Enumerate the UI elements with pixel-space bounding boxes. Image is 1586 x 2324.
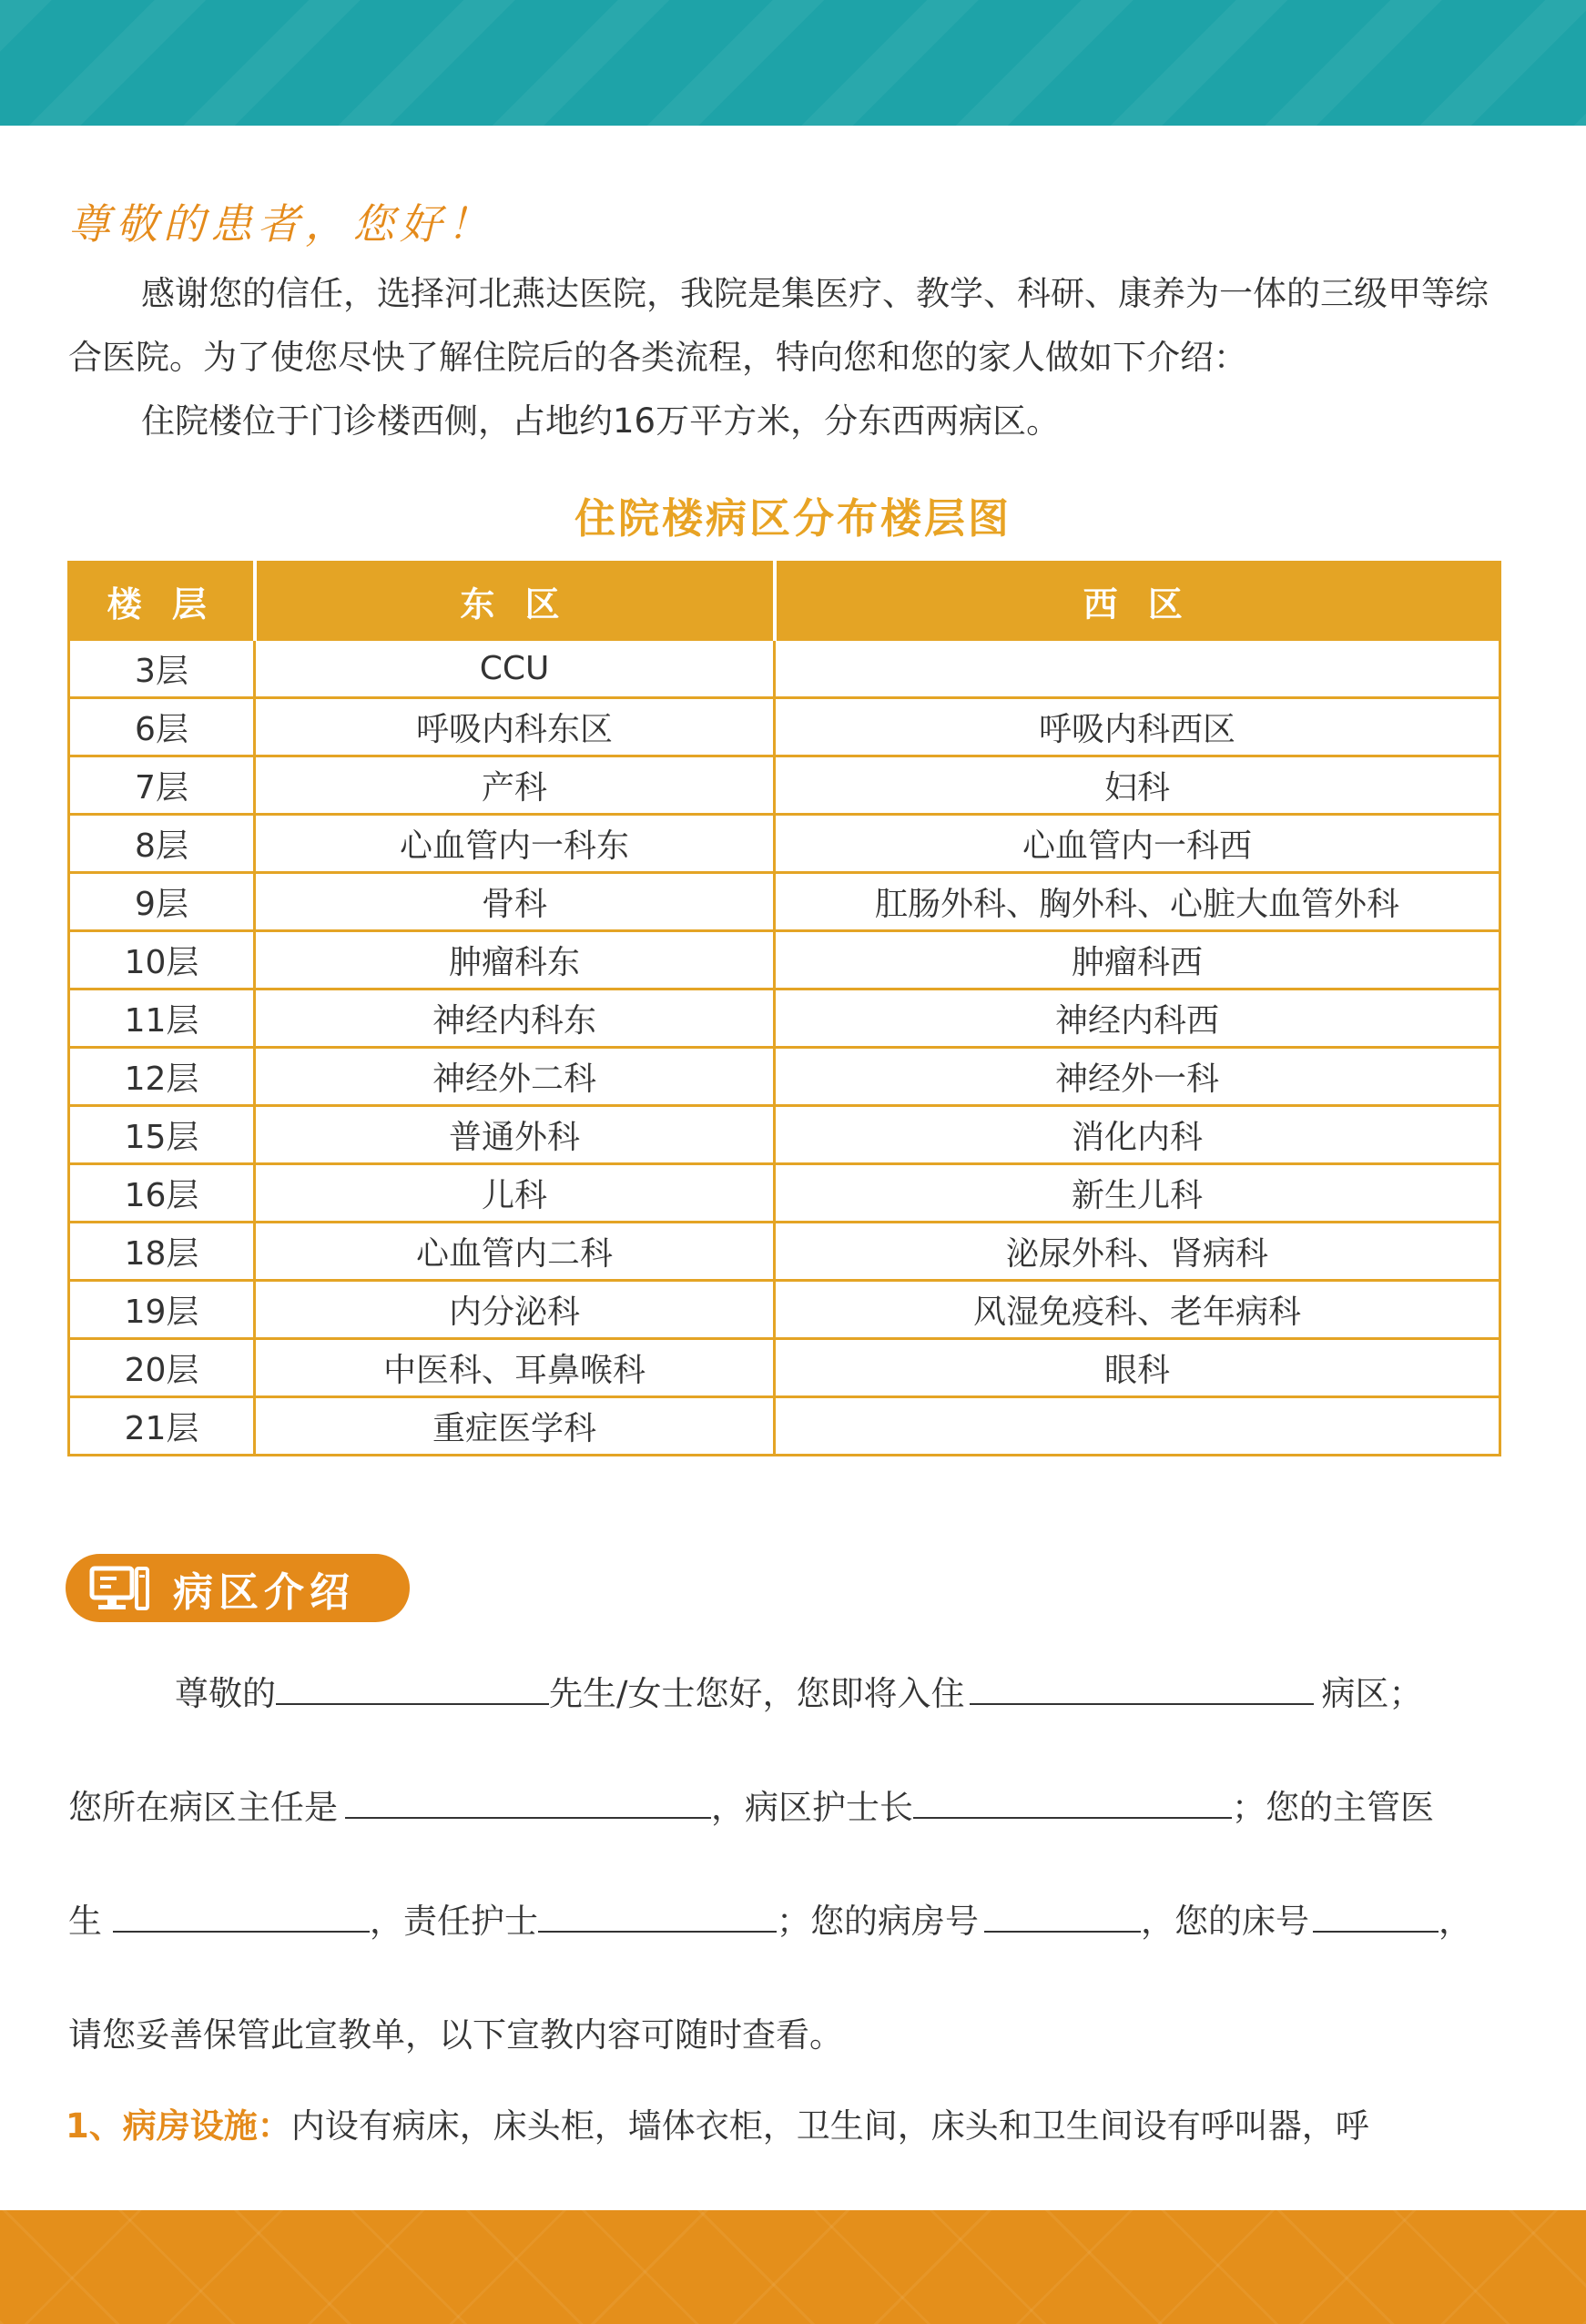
floor-cell: 10层 <box>69 931 255 989</box>
ward-name-blank[interactable] <box>970 1669 1314 1705</box>
east-ward-cell: 神经内科东 <box>255 989 775 1048</box>
form-line3-d: ，您的床号 <box>1141 1902 1309 1941</box>
east-ward-cell: 呼吸内科东区 <box>255 698 775 756</box>
table-row <box>69 1339 1500 1397</box>
form-line-4: 请您妥善保管此宣教单，以下宣教内容可随时查看。 <box>68 2015 843 2055</box>
east-ward-cell: 重症医学科 <box>255 1397 775 1456</box>
form-line-1 <box>68 1666 1507 1715</box>
form-line1-a: 尊敬的 <box>175 1674 276 1713</box>
intro-paragraph-2: 住院楼位于门诊楼西侧，占地约16万平方米，分东西两病区。 <box>141 401 1061 441</box>
east-ward-cell: 肿瘤科东 <box>255 931 775 989</box>
table-row <box>69 931 1500 989</box>
form-line3-c: ；您的病房号 <box>777 1902 979 1941</box>
table-row <box>69 1281 1500 1339</box>
table-header-row <box>69 563 1500 640</box>
floor-cell: 19层 <box>69 1281 255 1339</box>
west-ward-cell <box>775 1397 1500 1456</box>
header-floor: 楼 层 <box>69 563 255 640</box>
floor-cell: 11层 <box>69 989 255 1048</box>
west-ward-cell: 神经内科西 <box>775 989 1500 1048</box>
item1-heading: 1、病房设施： <box>66 2106 291 2146</box>
west-ward-cell <box>775 640 1500 698</box>
header-east: 东 区 <box>255 563 775 640</box>
east-ward-cell: 心血管内二科 <box>255 1223 775 1281</box>
west-ward-cell: 肛肠外科、胸外科、心脏大血管外科 <box>775 873 1500 931</box>
top-header-band <box>0 0 1586 126</box>
table-row <box>69 756 1500 815</box>
head-nurse-blank[interactable] <box>913 1782 1232 1819</box>
west-ward-cell: 妇科 <box>775 756 1500 815</box>
table-row <box>69 1164 1500 1223</box>
intro-paragraph-1: 感谢您的信任，选择河北燕达医院，我院是集医疗、教学、科研、康养为一体的三级甲等综合医院。为了使您尽快了解住院后的各类流程，特向您和您的家人做如下介绍： <box>68 274 1489 377</box>
table-row <box>69 873 1500 931</box>
primary-nurse-blank[interactable] <box>538 1896 777 1933</box>
table-row <box>69 698 1500 756</box>
east-ward-cell: 普通外科 <box>255 1106 775 1164</box>
floor-cell: 20层 <box>69 1339 255 1397</box>
floor-cell: 3层 <box>69 640 255 698</box>
item1-text: 内设有病床，床头柜，墙体衣柜，卫生间，床头和卫生间设有呼叫器，呼 <box>290 2106 1369 2146</box>
computer-monitor-icon <box>89 1566 149 1611</box>
west-ward-cell: 风湿免疫科、老年病科 <box>775 1281 1500 1339</box>
west-ward-cell: 消化内科 <box>775 1106 1500 1164</box>
form-line1-b: 先生/女士您好，您即将入住 <box>549 1674 965 1713</box>
west-ward-cell: 心血管内一科西 <box>775 815 1500 873</box>
floor-cell: 15层 <box>69 1106 255 1164</box>
floor-cell: 21层 <box>69 1397 255 1456</box>
floor-cell: 8层 <box>69 815 255 873</box>
bottom-footer-band <box>0 2210 1586 2324</box>
floor-cell: 18层 <box>69 1223 255 1281</box>
east-ward-cell: CCU <box>255 640 775 698</box>
form-line2-a: 您所在病区主任是 <box>68 1788 338 1827</box>
floor-cell: 7层 <box>69 756 255 815</box>
table-row <box>69 1048 1500 1106</box>
table-row <box>69 640 1500 698</box>
floor-distribution-table <box>67 561 1501 1456</box>
east-ward-cell: 中医科、耳鼻喉科 <box>255 1339 775 1397</box>
west-ward-cell: 肿瘤科西 <box>775 931 1500 989</box>
form-line1-c: 病区； <box>1321 1674 1423 1713</box>
west-ward-cell: 泌尿外科、肾病科 <box>775 1223 1500 1281</box>
east-ward-cell: 心血管内一科东 <box>255 815 775 873</box>
attending-doctor-blank[interactable] <box>113 1896 370 1933</box>
bed-number-blank[interactable] <box>1313 1896 1439 1933</box>
table-row <box>69 1223 1500 1281</box>
table-title: 住院楼病区分布楼层图 <box>574 494 1012 543</box>
east-ward-cell: 骨科 <box>255 873 775 931</box>
east-ward-cell: 内分泌科 <box>255 1281 775 1339</box>
patient-name-blank[interactable] <box>276 1669 549 1705</box>
floor-cell: 12层 <box>69 1048 255 1106</box>
east-ward-cell: 产科 <box>255 756 775 815</box>
form-line2-b: ，病区护士长 <box>711 1788 913 1827</box>
greeting-heading: 尊敬的患者，您好！ <box>68 199 494 249</box>
west-ward-cell: 新生儿科 <box>775 1164 1500 1223</box>
section-ward-intro-pill <box>66 1554 410 1622</box>
header-west: 西 区 <box>775 563 1500 640</box>
form-line2-c: ；您的主管医 <box>1232 1788 1434 1827</box>
form-line3-e: ， <box>1439 1902 1472 1941</box>
item-ward-facilities <box>66 2098 1522 2147</box>
director-blank[interactable] <box>345 1782 711 1819</box>
floor-cell: 6层 <box>69 698 255 756</box>
form-line3-b: ，责任护士 <box>370 1902 538 1941</box>
west-ward-cell: 神经外一科 <box>775 1048 1500 1106</box>
table-row <box>69 989 1500 1048</box>
west-ward-cell: 眼科 <box>775 1339 1500 1397</box>
form-line-3 <box>68 1893 1507 1943</box>
section-title: 病区介绍 <box>173 1568 355 1616</box>
table-row <box>69 815 1500 873</box>
room-number-blank[interactable] <box>984 1896 1141 1933</box>
table-row <box>69 1106 1500 1164</box>
table-row <box>69 1397 1500 1456</box>
east-ward-cell: 神经外二科 <box>255 1048 775 1106</box>
floor-cell: 16层 <box>69 1164 255 1223</box>
floor-cell: 9层 <box>69 873 255 931</box>
form-line-2 <box>68 1780 1507 1829</box>
east-ward-cell: 儿科 <box>255 1164 775 1223</box>
west-ward-cell: 呼吸内科西区 <box>775 698 1500 756</box>
form-line3-a: 生 <box>68 1902 102 1941</box>
